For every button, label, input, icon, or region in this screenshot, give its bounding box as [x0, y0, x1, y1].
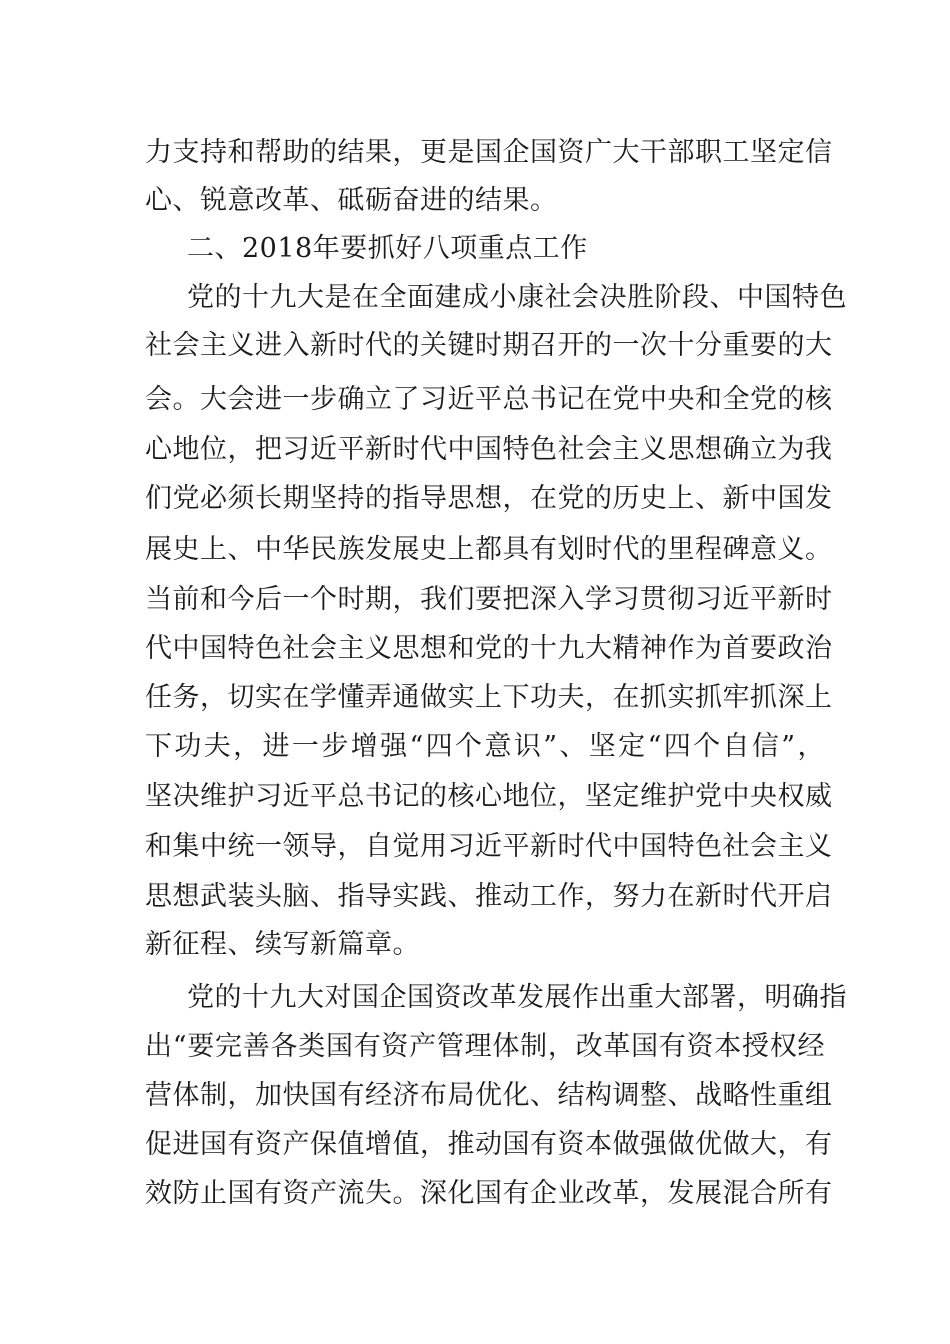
paragraph-2-line-2: 社会主义进入新时代的关键时期召开的一次十分重要的大: [145, 330, 833, 361]
paragraph-2-line-5: 们党必须长期坚持的指导思想，在党的历史上、新中国发: [145, 483, 833, 514]
paragraph-3-line-4: 促进国有资产保值增值，推动国有资本做强做优做大，有: [145, 1129, 833, 1160]
paragraph-3-line-2: 出“要完善各类国有资产管理体制，改革国有资本授权经: [145, 1031, 825, 1062]
paragraph-2-line-13: 思想武装头脑、指导实践、推动工作，努力在新时代开启: [145, 881, 833, 912]
paragraph-2-line-3: 会。大会进一步确立了习近平总书记在党中央和全党的核: [145, 384, 833, 415]
paragraph-1-line-2: 心、锐意改革、砥砺奋进的结果。: [145, 185, 558, 216]
paragraph-2-line-7: 当前和今后一个时期，我们要把深入学习贯彻习近平新时: [145, 584, 833, 615]
paragraph-3-line-3: 营体制，加快国有经济布局优化、结构调整、战略性重组: [145, 1080, 833, 1111]
paragraph-2-line-10: 下功夫，进一步增强“四个意识”、坚定“四个自信”，: [145, 731, 825, 762]
paragraph-2-line-4: 心地位，把习近平新时代中国特色社会主义思想确立为我: [145, 434, 833, 465]
paragraph-3-line-1: 党的十九大对国企国资改革发展作出重大部署，明确指: [187, 982, 847, 1013]
paragraph-2-line-8: 代中国特色社会主义思想和党的十九大精神作为首要政治: [145, 633, 833, 664]
paragraph-1-line-1: 力支持和帮助的结果，更是国企国资广大干部职工坚定信: [145, 137, 833, 168]
paragraph-2-line-12: 和集中统一领导，自觉用习近平新时代中国特色社会主义: [145, 831, 833, 862]
paragraph-2-line-11: 坚决维护习近平总书记的核心地位，坚定维护党中央权威: [145, 781, 833, 812]
paragraph-2-line-6: 展史上、中华民族发展史上都具有划时代的里程碑意义。: [145, 534, 833, 565]
paragraph-3-line-5: 效防止国有资产流失。深化国有企业改革，发展混合所有: [145, 1178, 833, 1209]
paragraph-2-line-14: 新征程、续写新篇章。: [145, 929, 420, 960]
paragraph-2-line-9: 任务，切实在学懂弄通做实上下功夫，在抓实抓牢抓深上: [145, 682, 833, 713]
paragraph-2-line-1: 党的十九大是在全面建成小康社会决胜阶段、中国特色: [187, 282, 847, 313]
section-heading: 二、2018年要抓好八项重点工作: [187, 233, 588, 264]
